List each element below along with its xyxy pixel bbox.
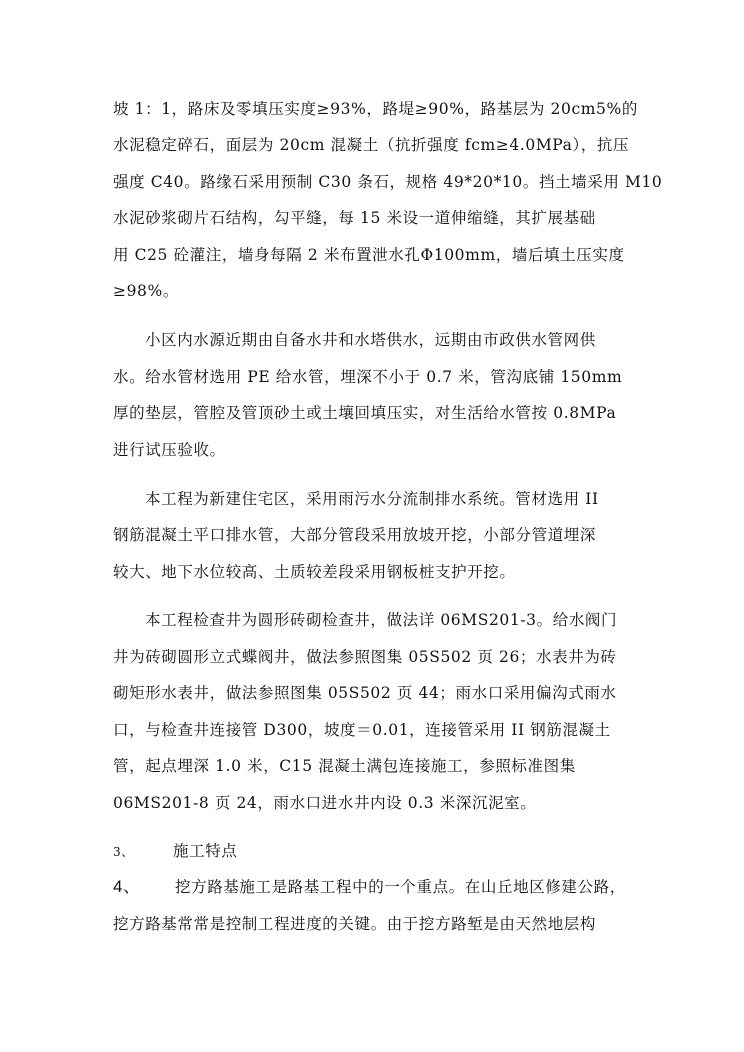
heading-number: 3、: [113, 845, 134, 859]
text-line: 水。给水管材选用 PE 给水管，埋深不小于 0.7 米，管沟底铺 150mm: [113, 368, 623, 386]
item-number: 4、: [113, 877, 141, 896]
text-line: 本工程检查井为圆形砖砌检查井，做法详 06MS201-3。给水阀门: [145, 611, 618, 629]
heading-text: 施工特点: [173, 842, 238, 860]
text-line: 管，起点埋深 1.0 米，C15 混凝土满包连接施工，参照标准图集: [113, 757, 576, 775]
text-line: 厚的垫层，管腔及管顶砂土或土壤回填压实，对生活给水管按 0.8MPa: [113, 404, 617, 422]
text-line: ≥98%。: [113, 282, 179, 300]
text-line: 本工程为新建住宅区，采用雨污水分流制排水系统。管材选用 II: [145, 490, 599, 508]
text-line: 钢筋混凝土平口排水管，大部分管段采用放坡开挖，小部分管道埋深: [113, 526, 597, 544]
text-line: 挖方路基施工是路基工程中的一个重点。在山丘地区修建公路，: [175, 878, 626, 896]
text-line: 06MS201-8 页 24，雨水口进水井内设 0.3 米深沉泥室。: [113, 794, 537, 812]
text-line: 坡 1：1，路床及零填压实度≥93%，路堤≥90%，路基层为 20cm5%的: [113, 100, 638, 118]
text-line: 水泥稳定碎石，面层为 20cm 混凝土（抗折强度 fcm≥4.0MPa），抗压: [113, 136, 630, 154]
text-line: 用 C25 砼灌注，墙身每隔 2 米布置泄水孔Φ100mm，墙后填土压实度: [113, 246, 625, 264]
text-line: 口，与检查井连接管 D300，坡度＝0.01，连接管采用 II 钢筋混凝土: [113, 721, 611, 739]
text-line: 进行试压验收。: [113, 441, 226, 459]
text-line: 井为砖砌圆形立式蝶阀井，做法参照图集 05S502 页 26；水表井为砖: [113, 648, 617, 666]
section-heading: [113, 841, 643, 862]
text-line: 砌矩形水表井，做法参照图集 05S502 页 44；雨水口采用偏沟式雨水: [113, 684, 617, 702]
text-line: 较大、地下水位较高、土质较差段采用钢板桩支护开挖。: [113, 563, 516, 581]
text-line: 水泥砂浆砌片石结构，勾平缝，每 15 米设一道伸缩缝，其扩展基础: [113, 209, 596, 227]
text-line: 挖方路基常常是控制工程进度的关键。由于挖方路堑是由天然地层构: [113, 915, 597, 933]
text-line: 小区内水源近期由自备水井和水塔供水，远期由市政供水管网供: [145, 331, 596, 349]
numbered-item: [113, 877, 643, 897]
text-line: 强度 C40。路缘石采用预制 C30 条石，规格 49*20*10。挡土墙采用 M10: [113, 173, 663, 191]
